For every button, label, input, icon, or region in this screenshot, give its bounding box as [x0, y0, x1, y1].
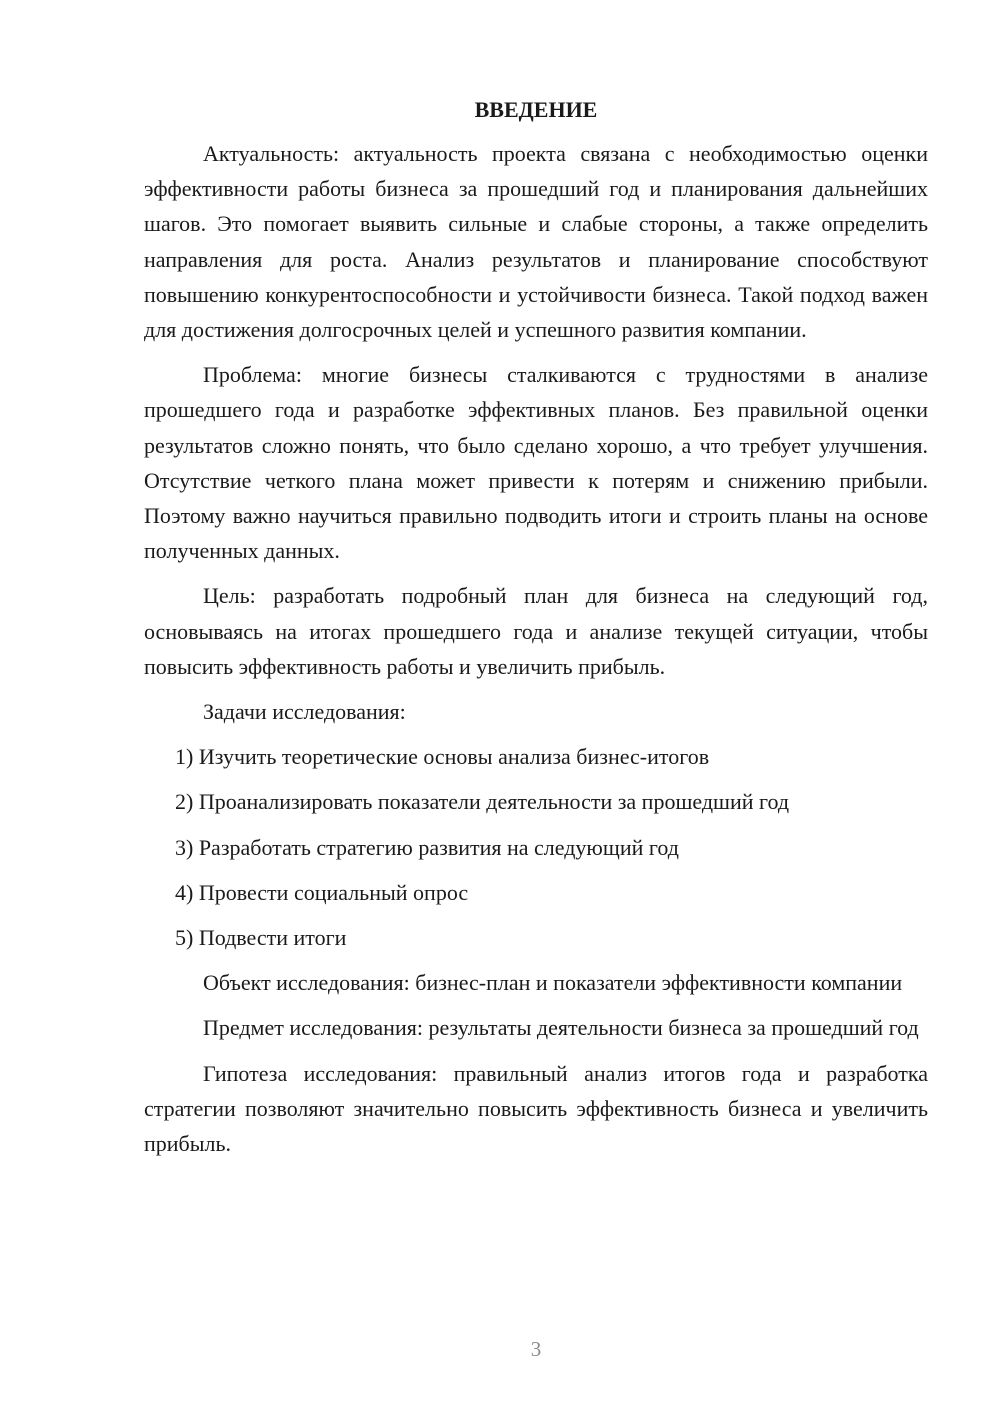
task-item: 4) Провести социальный опрос — [175, 879, 469, 905]
goal-paragraph: Цель: разработать подробный план для бизнеса на следующий год, основываясь на итогах прошедшего года и анализе текущей ситуации, чтобы повысить эффективность работы и увеличить прибыль. — [144, 583, 928, 679]
tasks-title: Задачи исследования: — [203, 699, 406, 725]
task-item: 1) Изучить теоретические основы анализа бизнес-итогов — [175, 744, 710, 770]
page-body — [144, 90, 928, 1171]
object-paragraph: Объект исследования: бизнес-план и показатели эффективности компании — [203, 970, 903, 996]
section-heading: ВВЕДЕНИЕ — [474, 97, 598, 122]
page-number: 3 — [530, 1337, 542, 1361]
task-item: 5) Подвести итоги — [175, 925, 347, 950]
task-item: 2) Проанализировать показатели деятельности за прошедший год — [175, 789, 790, 815]
tasks-list — [144, 739, 928, 955]
hypothesis-paragraph: Гипотеза исследования: правильный анализ итогов года и разработка стратегии позволяют значительно повысить эффективность бизнеса и увеличить прибыль. — [144, 1060, 928, 1156]
subject-paragraph: Предмет исследования: результаты деятельности бизнеса за прошедший год — [203, 1015, 919, 1041]
relevance-paragraph: Актуальность: актуальность проекта связана с необходимостью оценки эффективности работы бизнеса за прошедший год и планирования дальнейших шагов. Это помогает выявить сильные и слабые стороны, а также определить направления для роста. Анализ результатов и планирование способствуют повышению конкурентоспособности и устойчивости бизнеса. Такой подход важен для достижения долгосрочных целей и успешного развития компании. — [144, 141, 928, 343]
task-item: 3) Разработать стратегию развития на следующий год — [175, 834, 679, 860]
problem-paragraph: Проблема: многие бизнесы сталкиваются с трудностями в анализе прошедшего года и разработке эффективных планов. Без правильной оценки результатов сложно понять, что было сделано хорошо, а что требует улучшения. Отсутствие четкого плана может привести к потерям и снижению прибыли. Поэтому важно научиться правильно подводить итоги и строить планы на основе полученных данных. — [144, 362, 928, 564]
